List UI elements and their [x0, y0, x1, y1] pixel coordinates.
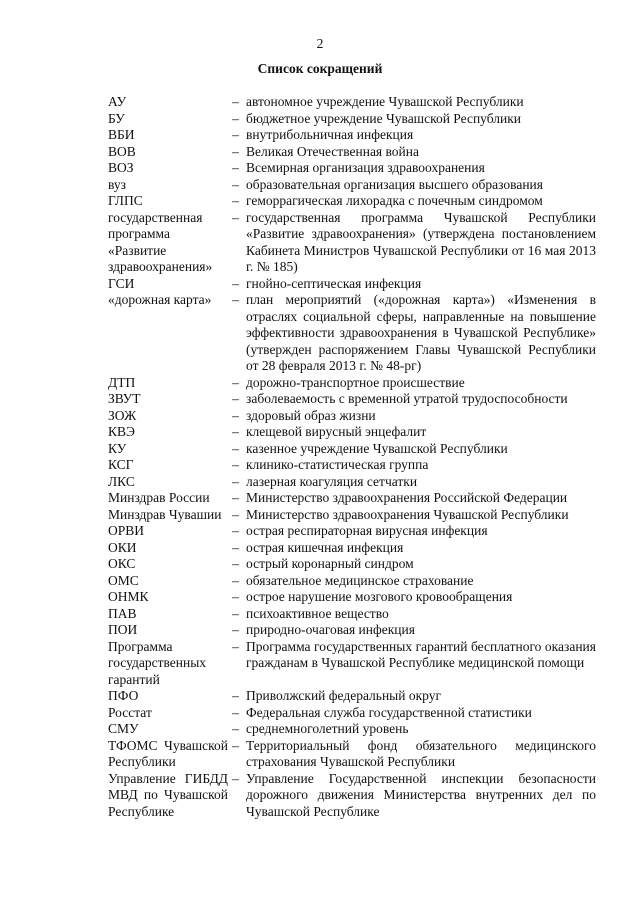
abbreviation-definition: Управление Государственной инспекции безопасности дорожного движения Министерства внутренних дел по Чувашской Республике [246, 770, 596, 819]
abbreviation-term: ВОЗ [108, 160, 134, 175]
abbreviation-term: вуз [108, 176, 126, 192]
dash-separator: – [232, 143, 239, 159]
abbreviation-definition: природно-очаговая инфекция [246, 622, 415, 637]
abbreviation-term: ОРВИ [108, 523, 145, 538]
abbreviation-row [108, 705, 596, 722]
abbreviation-term: КСГ [108, 457, 134, 472]
abbreviation-definition: Программа государственных гарантий бесплатного оказания гражданам в Чувашской Республике медицинской помощи [246, 638, 596, 670]
abbreviation-term: ДТП [108, 374, 136, 390]
abbreviation-row [108, 738, 596, 771]
abbreviation-definition: острая респираторная вирусная инфекция [246, 523, 488, 538]
abbreviation-definition: бюджетное учреждение Чувашской Республики [246, 110, 522, 126]
abbreviation-definition: Министерство здравоохранения Чувашской Республики [246, 506, 569, 522]
abbreviation-definition: геморрагическая лихорадка с почечным синдромом [246, 193, 543, 208]
abbreviation-row [108, 292, 596, 375]
dash-separator: – [232, 473, 239, 489]
abbreviation-row [108, 639, 596, 689]
abbreviation-row [108, 474, 596, 491]
abbreviation-row [108, 441, 596, 458]
abbreviation-row [108, 94, 596, 111]
abbreviation-term: ПОИ [108, 622, 138, 637]
abbreviation-definition: Министерство здравоохранения Российской Федерации [246, 490, 568, 505]
dash-separator: – [232, 457, 239, 472]
abbreviation-row [108, 771, 596, 821]
dash-separator: – [232, 440, 239, 456]
abbreviation-row [108, 540, 596, 557]
abbreviation-definition: внутрибольничная инфекция [246, 127, 414, 142]
abbreviation-term: государственная программа «Развитие здравоохранения» [108, 209, 213, 274]
dash-separator: – [232, 490, 239, 505]
abbreviation-definition: Территориальный фонд обязательного медицинского страхования Чувашской Республики [246, 737, 596, 769]
abbreviation-definition: Великая Отечественная война [246, 143, 419, 159]
dash-separator: – [232, 110, 239, 126]
abbreviation-term: Программа государственных гарантий [108, 638, 207, 687]
dash-separator: – [232, 622, 239, 637]
page-number: 2 [316, 36, 324, 51]
abbreviation-row [108, 210, 596, 276]
abbreviation-row [108, 177, 596, 194]
dash-separator: – [232, 572, 239, 588]
dash-separator: – [232, 721, 239, 736]
abbreviation-definition: образовательная организация высшего образования [246, 176, 543, 192]
abbreviation-definition: острый коронарный синдром [246, 556, 414, 571]
abbreviation-term: ВОВ [108, 143, 136, 159]
abbreviation-row [108, 193, 596, 210]
abbreviation-term: КУ [108, 440, 127, 456]
abbreviation-row [108, 507, 596, 524]
abbreviation-term: ПАВ [108, 605, 137, 621]
abbreviation-term: ЗВУТ [108, 391, 141, 406]
abbreviation-row [108, 573, 596, 590]
abbreviation-definition: план мероприятий («дорожная карта») «Изменения в отраслях социальной сферы, направленные на повышение эффективности здравоохранения в Чувашской Республике» (утвержден распоряжением Главы Чувашской Республики от 28 февраля 2013 г. № 48-рг) [246, 292, 596, 373]
abbreviation-definition: острая кишечная инфекция [246, 539, 404, 555]
dash-separator: – [232, 523, 239, 538]
abbreviation-row [108, 523, 596, 540]
abbreviation-definition: острое нарушение мозгового кровообращения [246, 589, 513, 604]
abbreviation-row [108, 276, 596, 293]
dash-separator: – [232, 209, 239, 225]
abbreviation-definition: гнойно-септическая инфекция [246, 275, 422, 291]
dash-separator: – [232, 737, 239, 753]
abbreviation-term: ПФО [108, 688, 139, 703]
abbreviation-definition: Всемирная организация здравоохранения [246, 160, 485, 175]
dash-separator: – [232, 539, 239, 555]
abbreviation-row [108, 375, 596, 392]
abbreviation-term: БУ [108, 110, 125, 126]
abbreviation-definition: обязательное медицинское страхование [246, 572, 474, 588]
abbreviation-row [108, 721, 596, 738]
dash-separator: – [232, 770, 239, 786]
abbreviation-definition: Федеральная служба государственной статистики [246, 704, 532, 720]
dash-separator: – [232, 127, 239, 142]
abbreviation-definition: здоровый образ жизни [246, 407, 376, 423]
abbreviation-definition: психоактивное вещество [246, 605, 389, 621]
abbreviation-definition: казенное учреждение Чувашской Республики [246, 440, 508, 456]
dash-separator: – [232, 506, 239, 522]
abbreviation-row [108, 622, 596, 639]
abbreviation-term: ОНМК [108, 589, 149, 604]
abbreviation-row [108, 490, 596, 507]
dash-separator: – [232, 292, 239, 307]
abbreviation-term: СМУ [108, 721, 139, 736]
abbreviation-row [108, 408, 596, 425]
abbreviation-row [108, 111, 596, 128]
abbreviation-term: ГЛПС [108, 193, 143, 208]
dash-separator: – [232, 391, 239, 406]
dash-separator: – [232, 605, 239, 621]
abbreviation-row [108, 589, 596, 606]
abbreviation-term: ТФОМС Чувашской Республики [108, 737, 228, 769]
dash-separator: – [232, 176, 239, 192]
abbreviation-definition: дорожно-транспортное происшествие [246, 374, 465, 390]
abbreviation-term: КВЭ [108, 424, 135, 439]
abbreviation-definition: заболеваемость с временной утратой трудоспособности [246, 391, 568, 406]
abbreviation-row [108, 556, 596, 573]
abbreviation-row [108, 391, 596, 408]
abbreviation-definition: среднемноголетний уровень [246, 721, 409, 736]
abbreviation-term: ВБИ [108, 127, 135, 142]
abbreviation-term: ЗОЖ [108, 407, 137, 423]
abbreviation-list [108, 94, 596, 820]
dash-separator: – [232, 160, 239, 175]
abbreviation-definition: Приволжский федеральный округ [246, 688, 442, 703]
dash-separator: – [232, 638, 239, 654]
abbreviation-term: Росстат [108, 704, 152, 720]
dash-separator: – [232, 688, 239, 703]
abbreviation-definition: клещевой вирусный энцефалит [246, 424, 427, 439]
dash-separator: – [232, 704, 239, 720]
abbreviation-term: ЛКС [108, 473, 135, 489]
abbreviation-row [108, 457, 596, 474]
dash-separator: – [232, 275, 239, 291]
abbreviation-term: ОКИ [108, 539, 137, 555]
abbreviation-term: ОКС [108, 556, 136, 571]
abbreviation-row [108, 160, 596, 177]
page-title: Список сокращений [257, 61, 383, 76]
abbreviation-term: «дорожная карта» [108, 292, 212, 307]
abbreviation-term: Минздрав России [108, 490, 210, 505]
dash-separator: – [232, 193, 239, 208]
abbreviation-definition: государственная программа Чувашской Республики «Развитие здравоохранения» (утверждена постановлением Кабинета Министров Чувашской Республики от 16 мая 2013 г. № 185) [246, 209, 596, 274]
abbreviation-term: ОМС [108, 572, 139, 588]
abbreviation-row [108, 424, 596, 441]
abbreviation-row [108, 606, 596, 623]
abbreviation-definition: клинико-статистическая группа [246, 457, 429, 472]
dash-separator: – [232, 407, 239, 423]
dash-separator: – [232, 556, 239, 571]
abbreviation-term: Управление ГИБДД МВД по Чувашской Республике [108, 770, 228, 819]
dash-separator: – [232, 424, 239, 439]
abbreviation-definition: лазерная коагуляция сетчатки [246, 473, 418, 489]
abbreviation-definition: автономное учреждение Чувашской Республики [246, 94, 524, 109]
abbreviation-row [108, 127, 596, 144]
abbreviation-term: АУ [108, 94, 127, 109]
dash-separator: – [232, 589, 239, 604]
abbreviation-row [108, 688, 596, 705]
dash-separator: – [232, 94, 239, 109]
abbreviation-term: Минздрав Чувашии [108, 506, 222, 522]
abbreviation-row [108, 144, 596, 161]
dash-separator: – [232, 374, 239, 390]
abbreviation-term: ГСИ [108, 275, 135, 291]
